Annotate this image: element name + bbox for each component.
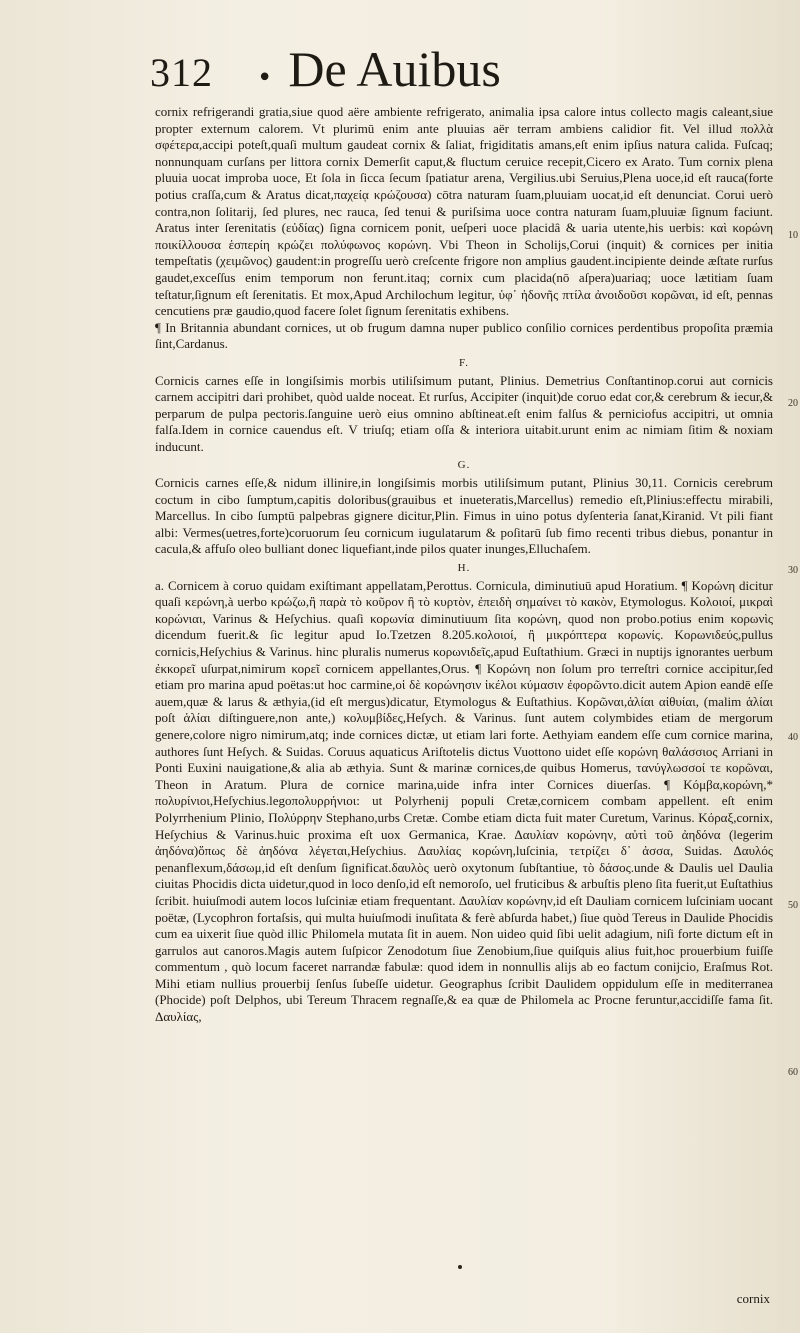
line-number: 30: [788, 565, 798, 576]
ink-speck: [458, 1265, 462, 1269]
section-text: a. Cornicem à coruo quidam exiſtimant appellatam,Perottus. Cornicula, diminutiuū apud Horatium. ¶ Κορώνη dicitur quaſi κερώνη,à uerbo κρώζω,ἢ παρὰ τὸ κοῦρον ἢ τὸ κυρτὸν, ἐπειδὴ σημαίνει τὸ κακὸν, Etymologus. Κολοιοί, μικραὶ κορώνιαι, Varinus & Heſychius. quaſi κορωνία diminutiuum ſita κορώνη, quod non probo.potius enim κορωνὶς dicendum fuerit.& ſic legitur apud Io.Tzetzen 8.205.κολοιοί, ἢ μικρόπτερα κορωνίς. Κορωνιδεύς,pullus cornicis,Heſychius & Varinus. hinc pluralis numerus κορωνιδεῖς,apud Euſtathium. Græci in nuptijs ignorantes uerbum ἐκκορεῖ uſurpat,nimirum κορεῖ cornicem appellantes,Orus. ¶ Κορώνη non ſolum pro terreſtri cornice accipitur,ſed etiam pro marina apud poëtas:ut hoc carmine,οἱ δὲ κορώνησιν ἰκέλοι κύμασιν ἐφορῶντο.dicit autem Apion eandē eſſe auem,quæ & larus & æthyia,(id eſt mergus)dicatur, Etymologus & Euſtathius. Κορῶναι,ἁλίαι αἰθυίαι, (malim ἁλίαι poſt ἁλίαι diſtinguere,non ante,) κολυμβίδες,Heſych. & Varinus. ſunt autem colymbides etiam de mergorum genere,colore nigro nimirum,atq; inde cornices dictæ, ut etiam lari forte. Aethyiam eandem eſſe cum cornice marina, authores ſunt Heſych. & Suidas. Coruus aquaticus Ariſtotelis dictus Vuottono uidet eſſe κορώνη θαλάσσιος Arriani in Ponti Euxini nauigatione,& alia ab æthyia. Sunt & marinæ cornices,de quibus Homerus, τανύγλωσσοί τε κορῶναι, Theon in Aratum. Plura de cornice marina,uide infra inter Cornices diuerſas. ¶ Κόμβα,κορώνη,* πολυρίνιοι,Heſychius.legoπολυρρήνιοι: ut Polyrhenij populi Cretæ,cornicem combam appellent. eſt enim Polyrrhenium Plinio, Πολύρρην Stephano,urbs Cretæ. Combe etiam dicta fuit mater Curetum, Varinus. Κόραξ,cornix, Heſychius & Varinus.huic proxima eſt uox Germanica, Krae. Δαυλίαν κορώνην, αὐτὶ τοῦ ἀηδόνα (legerim ἀηδόνα)ὅπως δὲ ἀηδόνα λέγεται,Heſychius. Δαυλίας κορώνη,luſcinia, τετρίζει δ᾽ ἀσσα, Suidas. Δαυλός penanflexum,δάσωμ,id eſt denſum ſignificat.δαυλὸς uerò oxytonum ſubſtantiue, τὸ δάσος.unde & Daulis uel Daulia ciuitas Phocidis dicta uidetur,quod in loco denſo,id eſt nemoroſo, uel fruticibus & arbuſtis pleno ſita fuerit,ut Euſtathius ſcribit. huiuſmodi autem locos luſciniæ etiam frequentant. Δαυλίαν κορώνην,id eſt Dauliam cornicem luſciniam uocant poëtæ, (Lycophron fortaſsis, qui multa huiuſmodi inuſitata & ferè abſurda habet,) ſiue quòd Tereus in Daulide Phocidis cum ea uixerit ſiue quòd illic Philomela mutata ſit in auem. Non uideo quid ſibi uelit adagium, niſi forte dictum eſt in garrulos aut canoros.Magis autem ſuſpicor Zenodotum ſiue Zenobium,ſiue quiſquis alius fuit,hoc prouerbium fuiſſe commentum , quò locum faceret narrandæ fabulæ: quod idem in nonnullis alijs ab eo factum conijcio, Eraſmus Rot. Mihi etiam nullius prouerbij ſenſus ſubeſſe uidetur. Geographus ſcribit Daulidem oppidulum eſſe in mediterranea (Phocide) poſt Delphos, ubi Tereum Thracem regnaſſe,& ea quæ de Philomela ac Procne feruntur,accidiſſe fama ſit. Δαυλίας,: [155, 577, 773, 1025]
section-text: Cornicis carnes eſſe in longiſsimis morbis utiliſsimum putant, Plinius. Demetrius Conſtantinop.corui aut cornicis carnem accipitri dari prohibet, quòd ualde noceat. Et rurſus, Accipiter (inquit)de coruo edat cor,& cerebrum & iecur,& perparum de pulpa pectoris.ſanguine uerò eius omnino abſtineat.eſt enim falſus & perniciofus accipitri, ut omnia falſa.Idem in cornice cauendus eſt. V triuſq; etiam oſſa & interiora uitabit.urunt enim ac nimiam ſitim & noxiam inducunt.: [155, 372, 773, 454]
line-number: 20: [788, 398, 798, 409]
paragraph: ¶ In Britannia abundant cornices, ut ob frugum damna nuper publico conſilio cornices perdentibus propoſita præmia ſint,Cardanus.: [155, 319, 773, 352]
line-number: 40: [788, 732, 798, 743]
section-letter: G.: [457, 459, 471, 472]
line-number: 10: [788, 230, 798, 241]
section-text: Cornicis carnes eſſe,& nidum illinire,in longiſsimis morbis utiliſsimum putant, Plinius 30,11. Cornicis cerebrum coctum in cibo ſumptum,capitis doloribus(grauibus et inueteratis,Marcellus) remedio eſt,Plinius:effectu mirabili, Marcellus. In cibo ſumptū palpebras gignere dicitur,Plin. Fimus in uino potus dyſenteria ſanat,Kiranid. Vt pili fiant albi: Vermes(uetres,forte)coruorum ſeu cornicum iugulatarum & poſitarū ſub fimo recenti tribus diebus, ponantur in cacula,& affuſo oleo bulliant donec liquefiant,inde pilos quater inunges,Elluchaſem.: [155, 475, 773, 557]
line-number: 50: [788, 900, 798, 911]
catchword: cornix: [736, 1291, 770, 1306]
page-number: 312: [150, 50, 213, 95]
section-letter: F.: [459, 356, 469, 369]
running-title: De Auibus: [288, 41, 501, 97]
page-header: [150, 40, 770, 98]
header-bullet: •: [257, 63, 273, 93]
body-text: [155, 104, 773, 1026]
section-letter: H.: [457, 562, 471, 575]
line-number: 60: [788, 1067, 798, 1078]
paragraph: cornix refrigerandi gratia,siue quod aëre ambiente refrigerato, animalia ipsa calore intus collecto magis caleant,siue propter externum calorem. Vt plurimū enim ante pluuias aër terram ambiens calidior fit. Vel illud πολλὰ σφέτερα,accipi poteſt,quaſi multum gaudeat cornix & ſaliat, frigiditatis amans,eſt enim ipſius natura calida. Fuſcaq; nonnunquam curſans per littora cornix Demerſit caput,& fluctum ceruice recepit,Cicero ex Arato. Tum cornix plena pluuia uocat improba uoce, Et ſola in ſicca ſecum ſpatiatur arena, Vergilius.ubi Seruius,Plena uoce,id eſt rauca(forte potius craſſa,cum & Aratus dicat,παχείᾳ κρώζουσα) cōtra naturam ſuam,pluuiam uocat,id eſt denunciat. Corui uerò contra,non ſolitarij, ſed plures, nec rauca, ſed tenui & puriſsima uoce contra naturam ſuam,pluuiæ ſignum faciunt. Aratus inter ſerenitatis (εὐδίας) ſigna cornicem ponit, ueſperi uoce placidâ & uaria utente,his uerbis: καὶ κορώνη ποικίλλουσα ἑσπερίη κρώζει πολύφωνος κορώνη. Vbi Theon in Scholijs,Corui (inquit) & cornices per initia tempeſtatis (χειμῶνος) gaudent:in progreſſu uerò creſcente frigore non amplius gaudent.incipiente deinde æſtate rurſus gaudet,exceſſus enim temporum non ferunt.itaq; cornix cum placida(nō aſpera)uariaq; uoce lætitiam ſuam teſtatur,ſignum eſt ſerenitatis. Et mox,Apud Archilochum legitur, ὑφ᾽ ἡδονῆς πτίλα ἀνοιδοῦσι κορῶναι, id eſt, pennas cencutiens præ gaudio,quod facere ſolet ſignum ſerenitatis exhibens.: [155, 104, 773, 319]
